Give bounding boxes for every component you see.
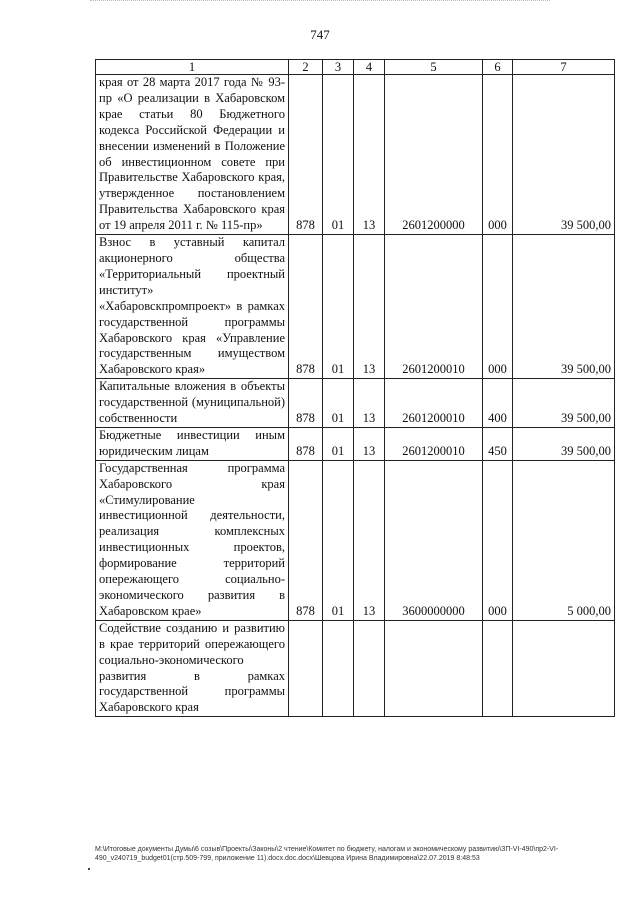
row-name: Взнос в уставный капитал акционерного общества «Территориальный проектный институт» «Хабаровскпромпроект» в рамках государственной программы Хабаровского края «Управление государственным имуществом Хабаровского края» xyxy=(96,235,289,379)
row-name: Бюджетные инвестиции иным юридическим лицам xyxy=(96,427,289,460)
row-section: 01 xyxy=(323,75,354,235)
row-name: Государственная программа Хабаровского края «Стимулирование инвестиционной деятельности, реализация комплексных инвестиционных проектов, формирование территорий опережающего социально-экономического развития в Хабаровском крае» xyxy=(96,460,289,620)
row-target xyxy=(385,620,483,716)
row-name: края от 28 марта 2017 года № 93-пр «О реализации в Хабаровском крае статьи 80 Бюджетного кодекса Российской Федерации и внесении изменений в Положение об инвестиционном совете при Правительстве Хабаровского края, утвержденное постановлением Правительства Хабаровского края от 19 апреля 2011 г. № 115-пр» xyxy=(96,75,289,235)
table-row xyxy=(96,460,615,620)
file-path-footer xyxy=(95,845,615,863)
footer-line-2: 490_v240719_budget01(стр.509-799, приложение 11).docx.doc.docx\Шевцова Ирина Владимировна\22.07.2019 8:48:53 xyxy=(95,855,480,862)
row-section: 01 xyxy=(323,235,354,379)
row-ministry: 878 xyxy=(289,460,323,620)
row-expense-type: 400 xyxy=(483,379,513,428)
header-col-1: 1 xyxy=(96,60,289,75)
row-target: 3600000000 xyxy=(385,460,483,620)
row-ministry xyxy=(289,620,323,716)
row-section: 01 xyxy=(323,427,354,460)
table-row xyxy=(96,379,615,428)
row-amount xyxy=(513,620,615,716)
row-amount: 5 000,00 xyxy=(513,460,615,620)
table-row xyxy=(96,620,615,716)
row-amount: 39 500,00 xyxy=(513,235,615,379)
row-name: Содействие созданию и развитию в крае территорий опережающего социально-экономического развития в рамках государственной программы Хабаровского края xyxy=(96,620,289,716)
row-expense-type: 450 xyxy=(483,427,513,460)
row-expense-type xyxy=(483,620,513,716)
row-target: 2601200010 xyxy=(385,427,483,460)
row-subsection: 13 xyxy=(354,427,385,460)
budget-table xyxy=(95,59,615,717)
table-row xyxy=(96,427,615,460)
row-subsection xyxy=(354,620,385,716)
row-ministry: 878 xyxy=(289,427,323,460)
row-section: 01 xyxy=(323,460,354,620)
row-name: Капитальные вложения в объекты государственной (муниципальной) собственности xyxy=(96,379,289,428)
table-row xyxy=(96,235,615,379)
row-expense-type: 000 xyxy=(483,460,513,620)
row-amount: 39 500,00 xyxy=(513,75,615,235)
header-col-4: 4 xyxy=(354,60,385,75)
row-subsection: 13 xyxy=(354,75,385,235)
header-col-5: 5 xyxy=(385,60,483,75)
header-col-6: 6 xyxy=(483,60,513,75)
table-row xyxy=(96,75,615,235)
footer-line-1: М:\Итоговые документы Думы\6 созыв\Проекты\Законы\2 чтение\Комитет по бюджету, налогам и экономическому развитию\ЗП-VI-490\пр2-VI- xyxy=(95,846,559,853)
row-expense-type: 000 xyxy=(483,235,513,379)
row-expense-type: 000 xyxy=(483,75,513,235)
row-target: 2601200010 xyxy=(385,235,483,379)
header-col-2: 2 xyxy=(289,60,323,75)
row-ministry: 878 xyxy=(289,235,323,379)
row-target: 2601200010 xyxy=(385,379,483,428)
page-number: 747 xyxy=(310,27,330,42)
row-section xyxy=(323,620,354,716)
row-section: 01 xyxy=(323,379,354,428)
row-ministry: 878 xyxy=(289,379,323,428)
row-amount: 39 500,00 xyxy=(513,379,615,428)
row-subsection: 13 xyxy=(354,460,385,620)
scan-edge-line xyxy=(90,0,550,5)
row-ministry: 878 xyxy=(289,75,323,235)
row-subsection: 13 xyxy=(354,235,385,379)
row-target: 2601200000 xyxy=(385,75,483,235)
header-col-7: 7 xyxy=(513,60,615,75)
header-col-3: 3 xyxy=(323,60,354,75)
row-amount: 39 500,00 xyxy=(513,427,615,460)
table-header-row xyxy=(96,60,615,75)
scan-speck xyxy=(88,868,90,870)
row-subsection: 13 xyxy=(354,379,385,428)
